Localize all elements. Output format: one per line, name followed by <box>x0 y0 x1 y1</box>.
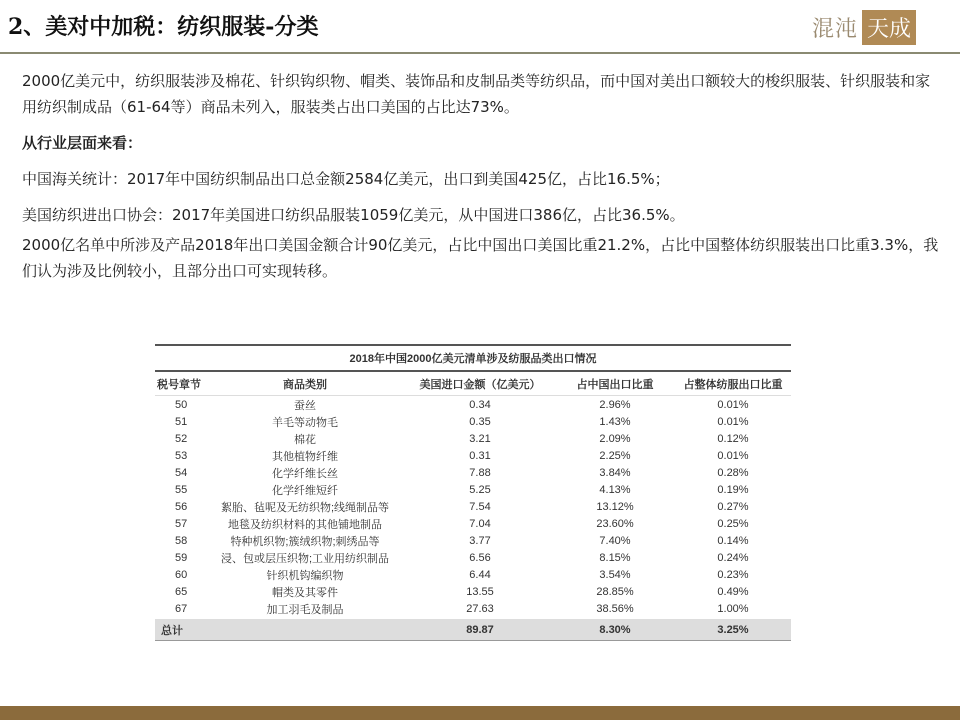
table-cell: 28.85% <box>596 585 634 598</box>
table-header <box>155 372 791 396</box>
paragraph: 2000亿美元中，纺织服装涉及棉花、针织钩织物、帽类、装饰品和皮制品类等纺织品，而中国对美出口额较大的梭织服装、针织服装和家用纺织制成品（61-64等）商品未列入，服装类占出口美国的占比达73%。 <box>22 72 931 116</box>
table-row <box>155 396 791 413</box>
table-cell: 7.54 <box>469 500 491 513</box>
table-cell: 帽类及其零件 <box>272 586 338 599</box>
logo-text: 混沌 <box>812 16 859 42</box>
table-cell: 2.09% <box>599 432 631 445</box>
table-row <box>155 566 791 583</box>
table-cell: 0.24% <box>717 551 749 564</box>
table-cell: 13.12% <box>596 500 634 513</box>
table-cell: 针织机钩编织物 <box>266 569 344 582</box>
table-cell: 13.55 <box>466 585 494 598</box>
table-cell: 特种机织物;簇绒织物;刺绣品等 <box>230 535 380 548</box>
table-cell: 0.27% <box>717 500 749 513</box>
paragraph: 美国纺织进出口协会：2017年美国进口纺织品服装1059亿美元，从中国进口386亿，占比36.5%。 <box>22 206 685 224</box>
table-cell: 8.15% <box>599 551 631 564</box>
table-cell: 2.25% <box>599 449 631 462</box>
table-cell: 59 <box>175 551 188 564</box>
header-divider <box>0 52 960 54</box>
table-cell: 化学纤维短纤 <box>272 484 338 497</box>
table-cell: 52 <box>175 432 188 445</box>
table-cell: 5.25 <box>469 483 491 496</box>
table-cell: 60 <box>175 568 188 581</box>
page-title: 2、美对中加税：纺织服装-分类 <box>8 14 319 40</box>
table-row <box>155 600 791 617</box>
table-cell: 7.88 <box>469 466 491 479</box>
table-cell: 0.14% <box>717 534 749 547</box>
table-row <box>155 532 791 549</box>
table-cell: 7.04 <box>469 517 491 530</box>
table-cell: 0.35 <box>469 415 491 428</box>
table-cell: 0.34 <box>469 398 491 411</box>
table-cell: 6.44 <box>469 568 491 581</box>
table-total-row <box>155 619 791 641</box>
table-row <box>155 583 791 600</box>
table-cell: 67 <box>175 602 188 615</box>
column-header: 占中国出口比重 <box>576 378 654 391</box>
table-title: 2018年中国2000亿美元清单涉及纺服品类出口情况 <box>155 344 791 372</box>
table-row <box>155 481 791 498</box>
table-cell: 浸、包或层压织物;工业用纺织制品 <box>220 552 390 565</box>
table-cell: 4.13% <box>599 483 631 496</box>
table-cell: 0.31 <box>469 449 491 462</box>
total-cell: 总计 <box>161 624 183 637</box>
footer-bar <box>0 706 960 720</box>
table-cell: 53 <box>175 449 188 462</box>
table-cell: 58 <box>175 534 188 547</box>
table-cell: 0.01% <box>717 398 749 411</box>
table-cell: 0.12% <box>717 432 749 445</box>
total-cell: 89.87 <box>466 623 494 636</box>
table-cell: 54 <box>175 466 188 479</box>
body-text <box>22 68 942 294</box>
table-cell: 27.63 <box>466 602 494 615</box>
column-header: 商品类别 <box>283 378 327 391</box>
section-heading: 从行业层面来看： <box>22 134 143 152</box>
table-cell: 55 <box>175 483 188 496</box>
table-cell: 羊毛等动物毛 <box>272 416 338 429</box>
table-row <box>155 549 791 566</box>
table-cell: 3.77 <box>469 534 491 547</box>
table-row <box>155 515 791 532</box>
table-cell: 3.54% <box>599 568 631 581</box>
table-row <box>155 498 791 515</box>
logo-badge: 天成 <box>862 10 916 45</box>
table-cell: 3.84% <box>599 466 631 479</box>
table-cell: 1.00% <box>717 602 749 615</box>
table-cell: 50 <box>175 398 188 411</box>
column-header: 占整体纺服出口比重 <box>683 378 783 391</box>
logo <box>812 10 916 44</box>
table-cell: 化学纤维长丝 <box>272 467 338 480</box>
column-header: 美国进口金额（亿美元） <box>419 378 541 391</box>
paragraph: 2000亿名单中所涉及产品2018年出口美国金额合计90亿美元，占比中国出口美国比重21.2%，占比中国整体纺织服装出口比重3.3%，我们认为涉及比例较小，且部分出口可实现转移。 <box>22 236 939 280</box>
table-row <box>155 413 791 430</box>
table-cell: 1.43% <box>599 415 631 428</box>
table-cell: 蚕丝 <box>294 399 316 412</box>
table-row <box>155 464 791 481</box>
export-table <box>155 344 791 641</box>
table-cell: 56 <box>175 500 188 513</box>
table-cell: 絮胎、毡呢及无纺织物;线绳制品等 <box>220 501 390 514</box>
table-cell: 51 <box>175 415 188 428</box>
total-cell: 3.25% <box>717 623 749 636</box>
table-cell: 其他植物纤维 <box>272 450 338 463</box>
table-row <box>155 430 791 447</box>
table-cell: 0.19% <box>717 483 749 496</box>
table-cell: 7.40% <box>599 534 631 547</box>
table-cell: 38.56% <box>596 602 634 615</box>
table-cell: 0.28% <box>717 466 749 479</box>
table-cell: 棉花 <box>294 433 316 446</box>
table-cell: 6.56 <box>469 551 491 564</box>
table-cell: 加工羽毛及制品 <box>266 603 344 616</box>
table-cell: 0.49% <box>717 585 749 598</box>
table-cell: 0.01% <box>717 415 749 428</box>
table-cell: 57 <box>175 517 188 530</box>
table-cell: 65 <box>175 585 188 598</box>
table-cell: 2.96% <box>599 398 631 411</box>
column-header: 税号章节 <box>157 378 201 391</box>
table-cell: 地毯及纺织材料的其他铺地制品 <box>228 518 382 531</box>
table-cell: 0.25% <box>717 517 749 530</box>
table-row <box>155 447 791 464</box>
table-cell: 3.21 <box>469 432 491 445</box>
total-cell: 8.30% <box>599 623 631 636</box>
table-cell: 0.01% <box>717 449 749 462</box>
table-cell: 23.60% <box>596 517 634 530</box>
table-cell: 0.23% <box>717 568 749 581</box>
paragraph: 中国海关统计：2017年中国纺织制品出口总金额2584亿美元，出口到美国425亿，占比16.5%； <box>22 170 670 188</box>
